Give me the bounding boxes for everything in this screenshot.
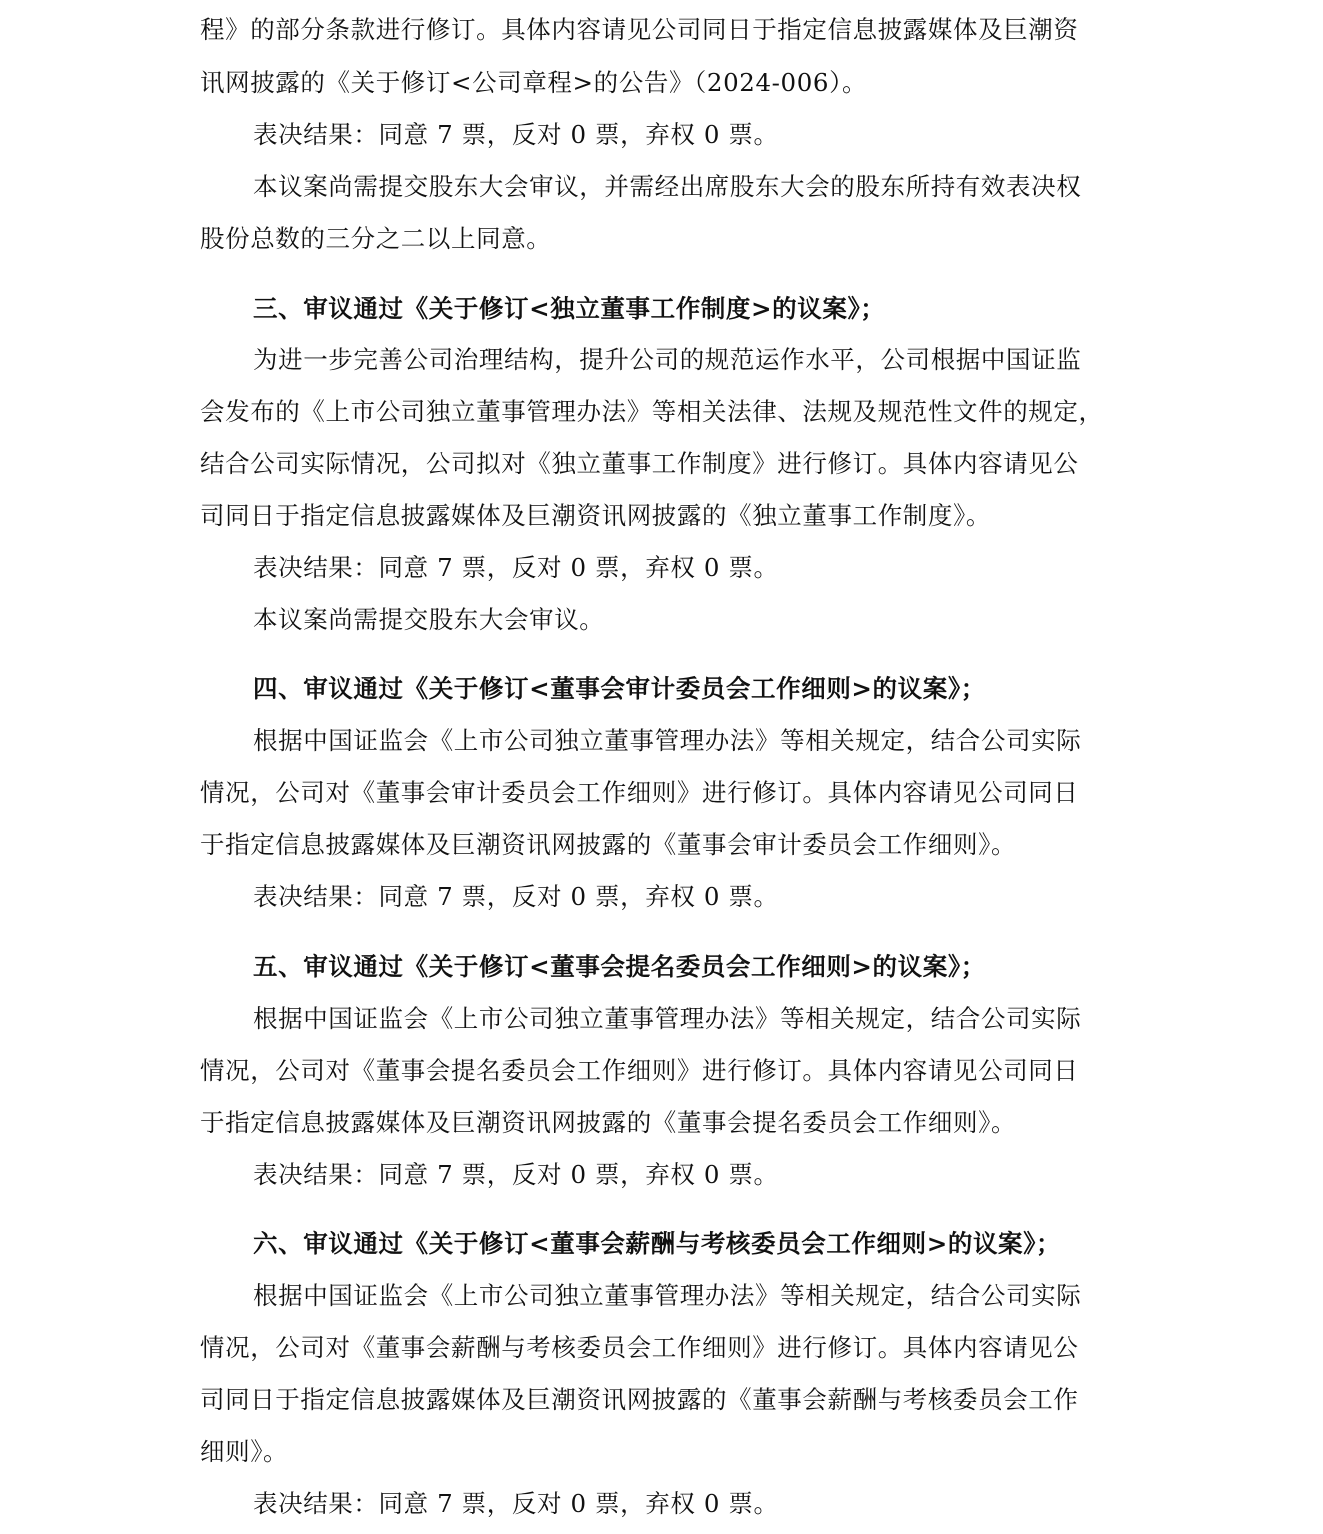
text-line: 司同日于指定信息披露媒体及巨潮资讯网披露的《独立董事工作制度》。 <box>200 501 991 530</box>
text-line: 讯网披露的《关于修订<公司章程>的公告》（2024-006）。 <box>200 68 868 97</box>
vote-result: 表决结果：同意 7 票，反对 0 票，弃权 0 票。 <box>253 553 779 582</box>
text-line: 情况，公司对《董事会审计委员会工作细则》进行修订。具体内容请见公司同日 <box>200 778 1079 807</box>
text-line: 情况，公司对《董事会薪酬与考核委员会工作细则》进行修订。具体内容请见公 <box>200 1333 1079 1362</box>
section-heading-4: 四、审议通过《关于修订<董事会审计委员会工作细则>的议案》； <box>253 674 986 703</box>
text-line: 司同日于指定信息披露媒体及巨潮资讯网披露的《董事会薪酬与考核委员会工作 <box>200 1385 1079 1414</box>
section-heading-5: 五、审议通过《关于修订<董事会提名委员会工作细则>的议案》； <box>253 952 986 981</box>
text-line: 根据中国证监会《上市公司独立董事管理办法》等相关规定，结合公司实际 <box>253 1004 1082 1033</box>
section-heading-6: 六、审议通过《关于修订<董事会薪酬与考核委员会工作细则>的议案》； <box>253 1229 1062 1258</box>
vote-result: 表决结果：同意 7 票，反对 0 票，弃权 0 票。 <box>253 1489 779 1518</box>
text-line: 本议案尚需提交股东大会审议，并需经出席股东大会的股东所持有效表决权 <box>253 172 1082 201</box>
text-line: 根据中国证监会《上市公司独立董事管理办法》等相关规定，结合公司实际 <box>253 726 1082 755</box>
section-heading-3: 三、审议通过《关于修订<独立董事工作制度>的议案》； <box>253 294 886 323</box>
text-line: 于指定信息披露媒体及巨潮资讯网披露的《董事会审计委员会工作细则》。 <box>200 830 1017 859</box>
vote-result: 表决结果：同意 7 票，反对 0 票，弃权 0 票。 <box>253 120 779 149</box>
text-line: 情况，公司对《董事会提名委员会工作细则》进行修订。具体内容请见公司同日 <box>200 1056 1079 1085</box>
text-line: 程》的部分条款进行修订。具体内容请见公司同日于指定信息披露媒体及巨潮资 <box>200 15 1079 44</box>
vote-result: 表决结果：同意 7 票，反对 0 票，弃权 0 票。 <box>253 882 779 911</box>
text-line: 于指定信息披露媒体及巨潮资讯网披露的《董事会提名委员会工作细则》。 <box>200 1108 1017 1137</box>
text-line: 本议案尚需提交股东大会审议。 <box>253 605 605 634</box>
text-line: 根据中国证监会《上市公司独立董事管理办法》等相关规定，结合公司实际 <box>253 1281 1082 1310</box>
text-line: 为进一步完善公司治理结构，提升公司的规范运作水平，公司根据中国证监 <box>253 345 1082 374</box>
text-line: 会发布的《上市公司独立董事管理办法》等相关法律、法规及规范性文件的规定， <box>200 397 1104 426</box>
text-line: 股份总数的三分之二以上同意。 <box>200 224 552 253</box>
text-line: 结合公司实际情况，公司拟对《独立董事工作制度》进行修订。具体内容请见公 <box>200 449 1079 478</box>
vote-result: 表决结果：同意 7 票，反对 0 票，弃权 0 票。 <box>253 1160 779 1189</box>
text-line: 细则》。 <box>200 1437 289 1466</box>
